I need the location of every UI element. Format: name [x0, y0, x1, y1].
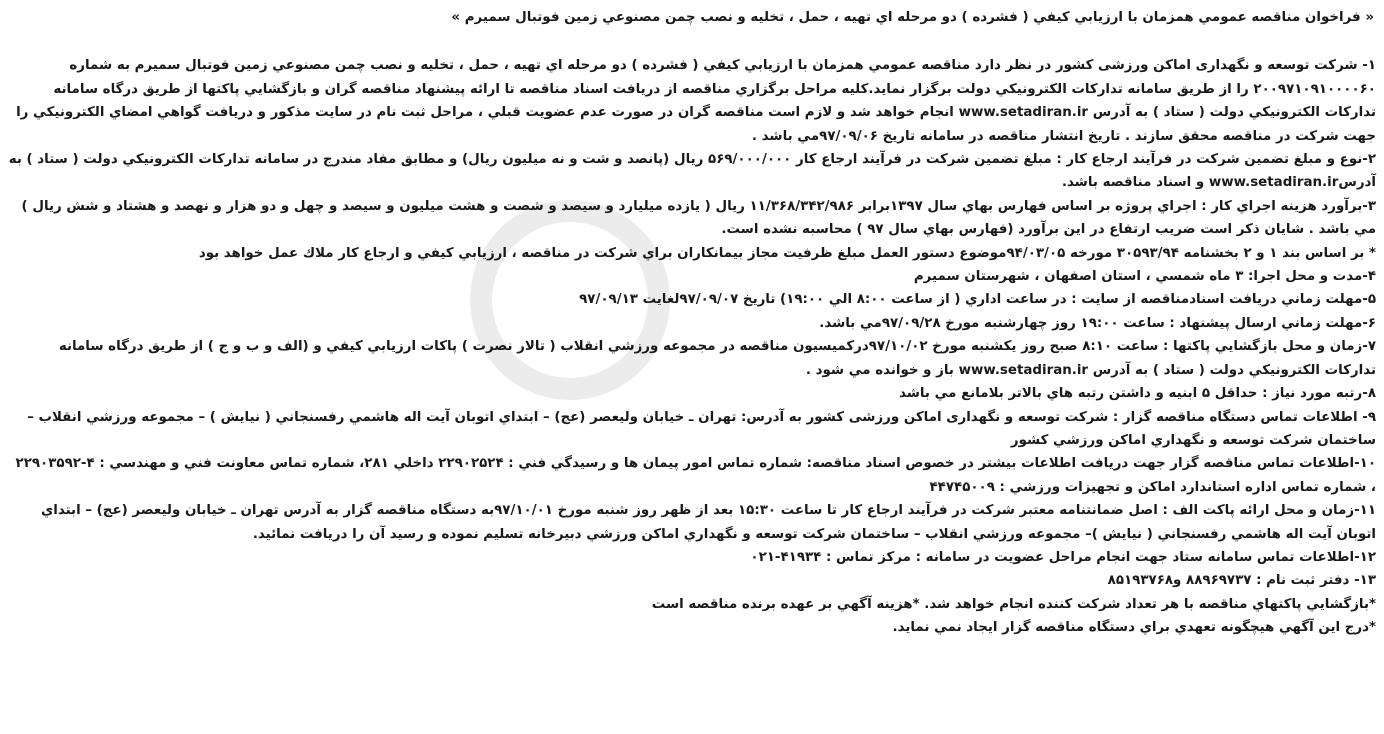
paragraph-note-opening: *بازگشايي پاكتهاي مناقصه با هر تعداد شركت كننده انجام خواهد شد. *هزينه آگهي بر عهده برنده مناقصه است: [651, 596, 1376, 612]
paragraph-5: ۵-مهلت زماني دريافت اسنادمناقصه از سايت : در ساعت اداري ( از ساعت ۸:۰۰ الي ۱۹:۰۰) تاريخ ۹۷/۰۹/۰۷لغايت ۹۷/۰۹/۱۳: [579, 292, 1376, 308]
paragraph-3: ۳-برآورد هزينه اجراي كار : اجراي پروژه بر اساس فهارس بهاي سال ۱۳۹۷برابر ۱۱/۳۶۸/۳۴۲/۹۸۶ ريال ( يازده ميليارد و سيصد و شصت و هشت ميليون و سيصد و چهل و دو هزار و نهصد و هشتاد و شش ريال ) مي باشد . شايان ذكر است ضريب ارتفاع در اين برآورد (فهارس بهاي سال ۹۷ ) محاسبه نشده است.: [21, 198, 1376, 238]
paragraph-8: ۸-رتبه مورد نياز : حداقل ۵ ابنيه و داشتن رتبه هاي بالاتر بلامانع مي باشد: [898, 386, 1376, 402]
paragraph-6: ۶-مهلت زماني ارسال پيشنهاد : ساعت ۱۹:۰۰ روز چهارشنبه مورخ ۹۷/۰۹/۲۸مي باشد.: [819, 315, 1376, 331]
paragraph-12: ۱۲-اطلاعات تماس سامانه ستاد جهت انجام مراحل عضويت در سامانه : مركز تماس : ۴۱۹۳۴-۰۲۱: [750, 549, 1376, 565]
paragraph-13: ۱۳- دفتر ثبت نام : ۸۸۹۶۹۷۳۷ و۸۵۱۹۳۷۶۸: [1107, 573, 1376, 589]
notice-content: [8, 6, 1376, 640]
paragraph-note-disclaimer: *درج اين آگهي هيچگونه تعهدي براي دستگاه مناقصه گزار ايجاد نمي نمايد.: [892, 620, 1376, 636]
paragraph-2: ۲-نوع و مبلغ تضمين شركت در فرآيند ارجاع كار : مبلغ تضمين شركت در فرآيند ارجاع كار ۵۶۹/۰۰۰/۰۰۰ ريال (پانصد و شت و نه ميليون ريال) و مطابق مفاد مندرج در سامانه تداركات الكترونيكي دولت ( ستاد ) به آدرسwww.setadiran.ir و اسناد مناقصه باشد.: [8, 152, 1376, 191]
paragraph-11: ۱۱-زمان و محل ارائه پاكت الف : اصل ضمانتنامه معتبر شركت در فرآيند ارجاع كار تا ساعت ۱۵:۳۰ بعد از ظهر روز شنبه مورخ ۹۷/۱۰/۰۱به دستگاه مناقصه گزار به آدرس تهران ـ خيابان وليعصر (عج) – ابتداي اتوبان آيت اله هاشمي رفسنجاني ( نيايش )– مجموعه ورزشي انقلاب – ساختمان شركت توسعه و نگهداري اماكن ورزشي دبيرخانه تسليم نموده و رسيد آن را دريافت نمائيد.: [40, 503, 1376, 542]
paragraph-note-circular: * بر اساس بند ۱ و ۲ بخشنامه ۳۰۵۹۳/۹۴ مورخه ۹۴/۰۳/۰۵موضوع دستور العمل مبلغ ظرفيت مجاز بيمانكاران براي شركت در مناقصه ، ارزيابي كيفي و ارجاع كار ملاك عمل خواهد بود: [198, 245, 1376, 261]
paragraph-10: ۱۰-اطلاعات تماس مناقصه گزار جهت دريافت اطلاعات بيشتر در خصوص اسناد مناقصه: شماره تماس امور پيمان ها و رسيدگي فني : ۲۲۹۰۲۵۲۴ داخلي ۲۸۱، شماره تماس معاونت فني و مهندسي : ۴-۲۲۹۰۳۵۹۲ ، شماره تماس اداره استاندارد اماكن و تجهيزات ورزشي : ۴۴۷۴۵۰۰۹: [15, 456, 1376, 495]
paragraph-9: ۹- اطلاعات تماس دستگاه مناقصه گزار : شركت توسعه و نگهداری اماكن ورزشی كشور به آدرس: تهران ـ خيابان وليعصر (عج) – ابتداي اتوبان آيت اله هاشمي رفسنجاني ( نيايش ) – مجموعه ورزشي انقلاب – ساختمان شركت توسعه و نگهداري اماكن ورزشي كشور: [27, 409, 1376, 448]
paragraph-7: ۷-زمان و محل بازگشايي پاكتها : ساعت ۸:۱۰ صبح روز يكشنبه مورخ ۹۷/۱۰/۰۲دركميسيون مناقصه در مجموعه ورزشي انقلاب ( تالار نصرت ) پاكات ارزيابي كيفي و (الف و ب و ج ) از طريق درگاه سامانه تداركات الكترونيكي دولت ( ستاد ) به آدرس www.setadiran.ir باز و خوانده مي شود .: [58, 339, 1376, 378]
paragraph-4: ۴-مدت و محل اجرا: ۳ ماه شمسي ، استان اصفهان ، شهرستان سميرم: [913, 269, 1376, 285]
paragraph-1: ۱- شركت توسعه و نگهداری اماكن ورزشی كشور در نظر دارد مناقصه عمومي همزمان با ارزيابي كيفي ( فشرده ) دو مرحله اي تهيه ، حمل ، تخليه و نصب چمن مصنوعي زمين فوتبال سميرم به شماره ۲۰۰۹۷۱۰۹۱۰۰۰۰۶۰ را از طريق سامانه تداركات الكترونيكي دولت برگزار نمايد.كليه مراحل برگزاري مناقصه از دريافت اسناد مناقصه تا ارائه پيشنهاد مناقصه گران و بازگشايي پاكتها از طريق درگاه سامانه تداركات الكترونيكي دولت ( ستاد ) به آدرس www.setadiran.ir انجام خواهد شد و لازم است مناقصه گران در صورت عدم عضويت قبلي ، مراحل ثبت نام در سايت مذكور و دريافت گواهي امضاي الكترونيكي را جهت شركت در مناقصه محقق سازند . تاريخ انتشار مناقصه در سامانه تاريخ ۹۷/۰۹/۰۶مي باشد .: [16, 58, 1376, 144]
notice-title: « فراخوان مناقصه عمومي همزمان با ارزيابي كيفي ( فشرده ) دو مرحله اي تهيه ، حمل ، تخليه و نصب چمن مصنوعي زمين فوتبال سميرم »: [451, 10, 1374, 25]
